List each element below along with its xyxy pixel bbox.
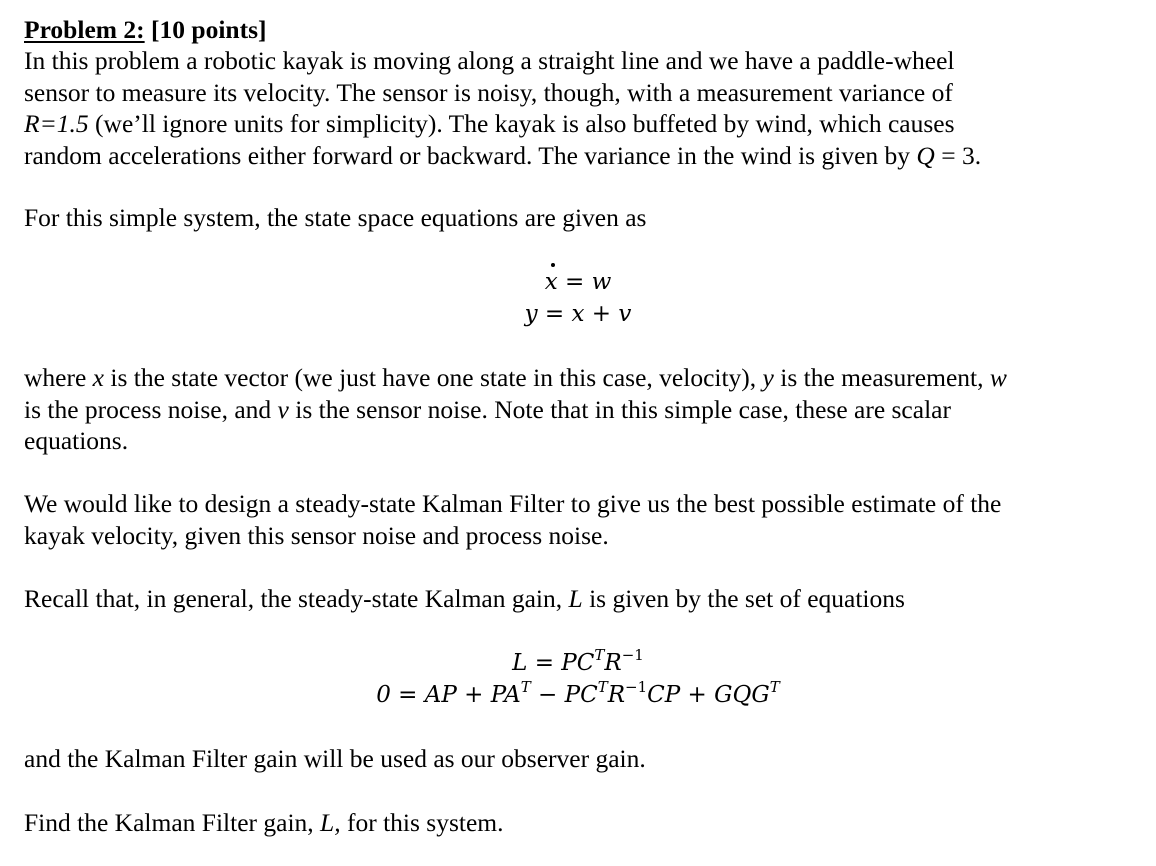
intro-line: R=1.5 (we’ll ignore units for simplicity). The kayak is also buffeted by wind, which causes: [24, 109, 955, 138]
problem-points: [10 points]: [151, 15, 267, 44]
q-symbol: Q: [916, 140, 935, 170]
equation-kalman-gain: $L = PC^TR^{-1}$: [512, 646, 644, 676]
intro-paragraph: [24, 45, 981, 171]
task-paragraph: Find the Kalman Filter gain, L, for this system.: [24, 808, 504, 837]
r-value: R=1.5: [24, 109, 89, 138]
intro-line: random accelerations either forward or backward. The variance in the wind is given by Q = 3.: [24, 140, 982, 170]
intro-line: In this problem a robotic kayak is moving along a straight line and we have a paddle-wheel: [24, 46, 955, 75]
equation-xdot: x = w: [24, 266, 1132, 298]
design-paragraph: We would like to design a steady-state Kalman Filter to give us the best possible estimate of the kayak velocity, given this sensor noise and process noise.: [24, 489, 1002, 550]
equation-y: y = x + v: [524, 301, 632, 327]
equation-riccati: 0 = AP + $PA^T - PC^TR^{-1}CP + GQG^T$: [376, 678, 780, 708]
problem-heading: [24, 14, 267, 46]
state-space-intro: For this simple system, the state space equations are given as: [24, 203, 647, 232]
observer-paragraph: and the Kalman Filter gain will be used as our observer gain.: [24, 744, 646, 773]
recall-paragraph: Recall that, in general, the steady-state Kalman gain, L is given by the set of equations: [24, 584, 905, 613]
problem-title: Problem 2:: [24, 15, 145, 44]
where-paragraph: where x is the state vector (we just have one state in this case, velocity), y is the measurement, w is the process noise, and v is the sensor noise. Note that in this simple case, these are scalar equations.: [24, 363, 1007, 455]
intro-line: sensor to measure its velocity. The sensor is noisy, though, with a measurement variance of: [24, 77, 953, 107]
